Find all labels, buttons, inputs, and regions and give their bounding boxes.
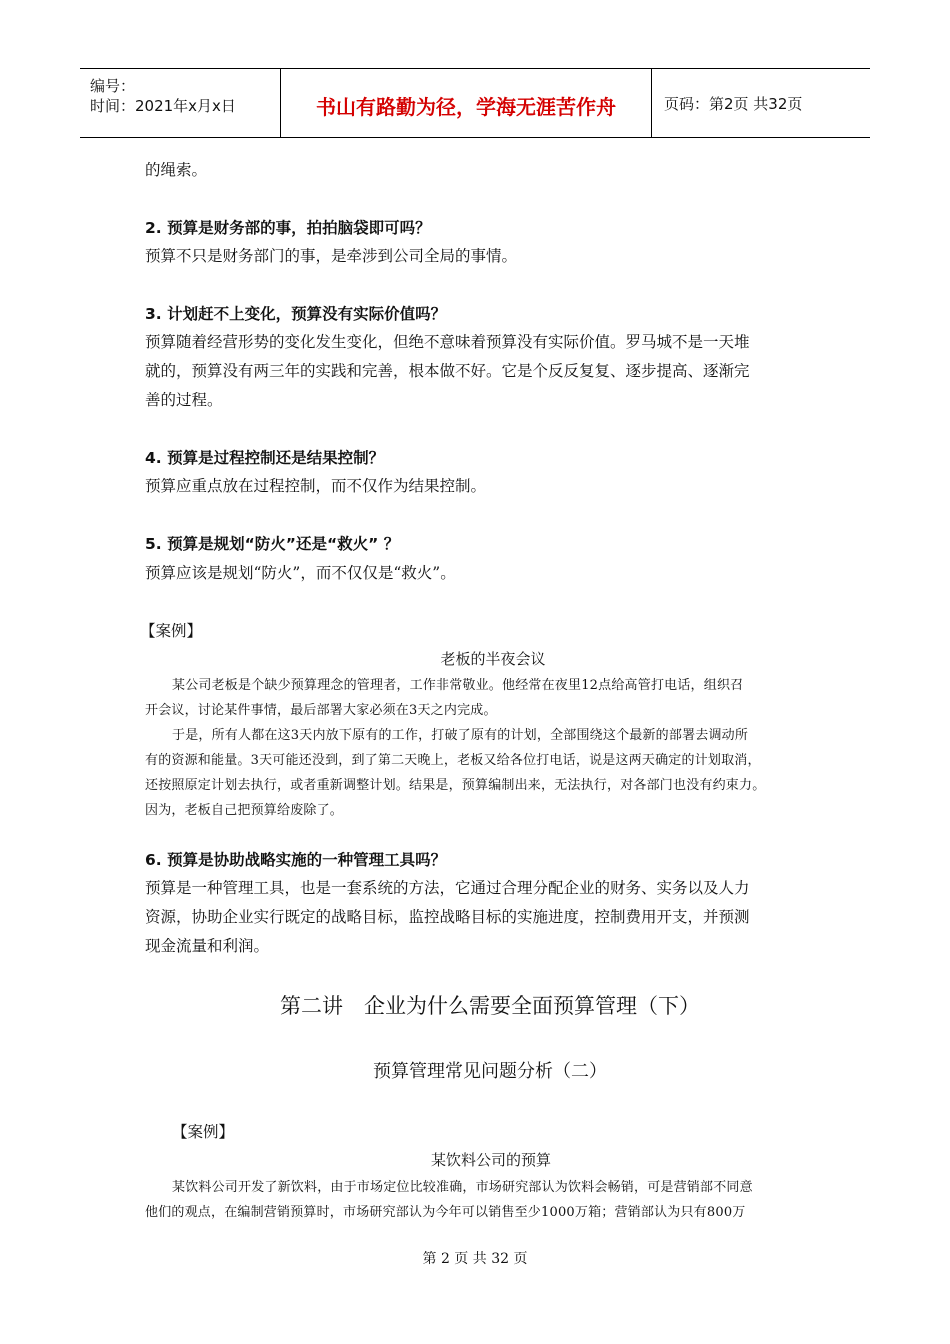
document-time-label: 时间：2021年x月x日 (90, 97, 236, 115)
case-1-line: 还按照原定计划去执行，或者重新调整计划。结果是，预算编制出来，无法执行，对各部门也没有约束力。 (145, 778, 766, 793)
question-6-line: 预算是一种管理工具，也是一套系统的方法，它通过合理分配企业的财务、实务以及人力 (145, 879, 750, 897)
question-2-heading: 2. 预算是财务部的事，拍拍脑袋即可吗？ (145, 219, 431, 237)
case-1-line: 有的资源和能量。3天可能还没到，到了第二天晚上，老板又给各位打电话，说是这两天确定的计划取消， (145, 753, 761, 768)
header-motto: 书山有路勤为径，学海无涯苦作舟 (316, 95, 616, 119)
case-1-line: 某公司老板是个缺少预算理念的管理者，工作非常敬业。他经常在夜里12点给高管打电话，组织召 (172, 678, 744, 693)
question-6-heading: 6. 预算是协助战略实施的一种管理工具吗？ (145, 851, 447, 869)
case-1-line: 开会议，讨论某件事情，最后部署大家必须在3天之内完成。 (145, 703, 497, 718)
question-4-heading: 4. 预算是过程控制还是结果控制？ (145, 449, 385, 467)
case-1-line: 因为，老板自己把预算给废除了。 (145, 803, 344, 818)
question-4-text: 预算应重点放在过程控制，而不仅作为结果控制。 (145, 477, 487, 495)
question-2-text: 预算不只是财务部门的事，是牵涉到公司全局的事情。 (145, 247, 518, 265)
question-5-heading: 5. 预算是规划“防火”还是“救火” ？ (145, 535, 400, 553)
question-6-line: 现金流量和利润。 (145, 937, 270, 955)
question-3-heading: 3. 计划赶不上变化，预算没有实际价值吗？ (145, 305, 447, 323)
continuation-text: 的绳索。 (145, 161, 208, 179)
case-2-line: 某饮料公司开发了新饮料，由于市场定位比较准确，市场研究部认为饮料会畅销，可是营销部不同意 (172, 1180, 753, 1195)
header-page-number: 页码：第2页 共32页 (664, 95, 803, 113)
case-1-title: 老板的半夜会议 (440, 650, 546, 668)
question-3-line: 预算随着经营形势的变化发生变化，但绝不意味着预算没有实际价值。罗马城不是一天堆 (145, 333, 750, 351)
case-1-line: 于是，所有人都在这3天内放下原有的工作，打破了原有的计划，全部围绕这个最新的部署去调动所 (172, 728, 749, 743)
page-header (80, 68, 870, 138)
case-1-label: 【案例】 (140, 622, 203, 640)
case-2-label: 【案例】 (172, 1123, 235, 1141)
question-3-line: 就的，预算没有两三年的实践和完善，根本做不好。它是个反反复复、逐步提高、逐渐完 (145, 362, 750, 380)
header-motto-cell (281, 69, 652, 137)
question-6-line: 资源，协助企业实行既定的战略目标，监控战略目标的实施进度，控制费用开支，并预测 (145, 908, 750, 926)
page-footer: 第 2 页 共 32 页 (422, 1251, 528, 1267)
case-2-line: 他们的观点，在编制营销预算时，市场研究部认为今年可以销售至少1000万箱；营销部认为只有800万 (145, 1205, 746, 1220)
section-title: 预算管理常见问题分析（二） (373, 1061, 607, 1082)
case-2-title: 某饮料公司的预算 (430, 1151, 551, 1169)
question-5-text: 预算应该是规划“防火”，而不仅仅是“救火”。 (145, 564, 456, 582)
document-number-label: 编号： (90, 77, 136, 95)
lecture-title: 第二讲 企业为什么需要全面预算管理（下） (280, 994, 700, 1018)
question-3-line: 善的过程。 (145, 391, 223, 409)
header-page-cell (652, 69, 870, 137)
header-meta-cell (80, 69, 281, 137)
